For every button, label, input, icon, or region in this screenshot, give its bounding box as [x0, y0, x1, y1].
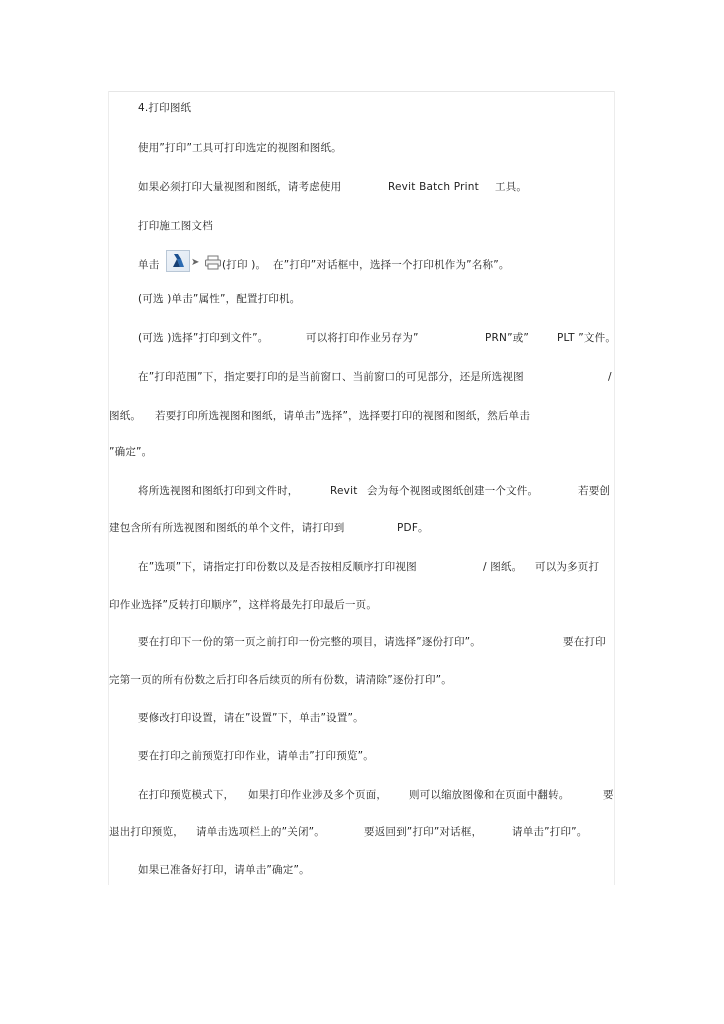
paragraph-8-part-c: 可以为多页打	[535, 561, 600, 573]
paragraph-5-part-c: PRN”或”	[485, 332, 530, 344]
paragraph-8-part-a: 在”选项”下，请指定打印份数以及是否按相反顺序打印视图	[138, 561, 417, 573]
page-border-left	[108, 91, 109, 885]
paragraph-12-part-c: 则可以缩放图像和在页面中翻转。	[409, 789, 570, 801]
printer-icon-svg	[204, 255, 222, 271]
paragraph-7-part-d: 若要创	[578, 485, 611, 497]
paragraph-9-part-c: 完第一页的所有份数之后打印各后续页的所有份数，请清除”逐份打印”。	[109, 674, 452, 686]
paragraph-9-part-a: 要在打印下一份的第一页之前打印一份完整的项目，请选择”逐份打印”。	[138, 636, 481, 648]
paragraph-5-part-b: 可以将打印作业另存为”	[306, 332, 419, 344]
paragraph-10: 要修改打印设置，请在”设置”下，单击”设置”。	[138, 712, 364, 724]
paragraph-3-part-a: 单击	[138, 259, 160, 271]
paragraph-12-part-e: 退出打印预览，	[109, 826, 184, 838]
paragraph-12-part-a: 在打印预览模式下，	[138, 789, 235, 801]
paragraph-11: 要在打印之前预览打印作业，请单击”打印预览”。	[138, 750, 374, 762]
paragraph-4: (可选 )单击”属性”，配置打印机。	[138, 293, 301, 305]
paragraph-12-part-d: 要	[603, 789, 614, 801]
paragraph-7-part-b: Revit	[330, 485, 358, 497]
paragraph-6-part-a: 在”打印范围”下，指定要打印的是当前窗口、当前窗口的可见部分，还是所选视图	[138, 371, 524, 383]
paragraph-3-part-c: 在”打印”对话框中，选择一个打印机作为”名称”。	[273, 259, 510, 271]
paragraph-2-part-a: 如果必须打印大量视图和图纸，请考虑使用	[138, 181, 342, 193]
paragraph-9-part-b: 要在打印	[563, 636, 606, 648]
paragraph-7-part-f: PDF。	[397, 522, 429, 534]
paragraph-12-part-b: 如果打印作业涉及多个页面，	[248, 789, 388, 801]
revit-app-icon	[166, 250, 190, 272]
paragraph-6-part-e: ”确定”。	[109, 446, 153, 458]
paragraph-6-part-c: 图纸。	[109, 410, 142, 422]
paragraph-3-part-b: (打印 )。	[222, 259, 267, 271]
page-border-top	[108, 91, 614, 92]
chevron-right-icon: ➤	[191, 257, 200, 268]
paragraph-6-part-d: 若要打印所选视图和图纸，请单击”选择”，选择要打印的视图和图纸，然后单击	[155, 410, 531, 422]
paragraph-5-part-d: PLT ”文件。	[557, 332, 617, 344]
paragraph-7-part-a: 将所选视图和图纸打印到文件时，	[138, 485, 299, 497]
paragraph-7-part-e: 建包含所有所选视图和图纸的单个文件，请打印到	[109, 522, 345, 534]
section-heading: 4.打印图纸	[138, 102, 192, 114]
paragraph-1: 使用”打印”工具可打印选定的视图和图纸。	[138, 142, 342, 154]
paragraph-6-part-b: /	[608, 371, 612, 383]
paragraph-7-part-c: 会为每个视图或图纸创建一个文件。	[367, 485, 539, 497]
paragraph-5-part-a: (可选 )选择”打印到文件”。	[138, 332, 269, 344]
paragraph-13: 如果已准备好打印，请单击”确定”。	[138, 864, 310, 876]
revit-app-icon-svg	[167, 251, 189, 271]
paragraph-12-part-f: 请单击选项栏上的”关闭”。	[196, 826, 325, 838]
paragraph-8-part-d: 印作业选择”反转打印顺序”，这样将最先打印最后一页。	[109, 599, 378, 611]
paragraph-12-part-g: 要返回到”打印”对话框，	[364, 826, 483, 838]
page-border-right	[614, 91, 615, 885]
paragraph-8-part-b: / 图纸。	[483, 561, 523, 573]
paragraph-12-part-h: 请单击”打印”。	[512, 826, 588, 838]
paragraph-2-part-c: 工具。	[495, 181, 528, 193]
subheading: 打印施工图文档	[138, 220, 213, 232]
printer-icon	[204, 255, 222, 271]
paragraph-2-part-b: Revit Batch Print	[388, 181, 479, 193]
